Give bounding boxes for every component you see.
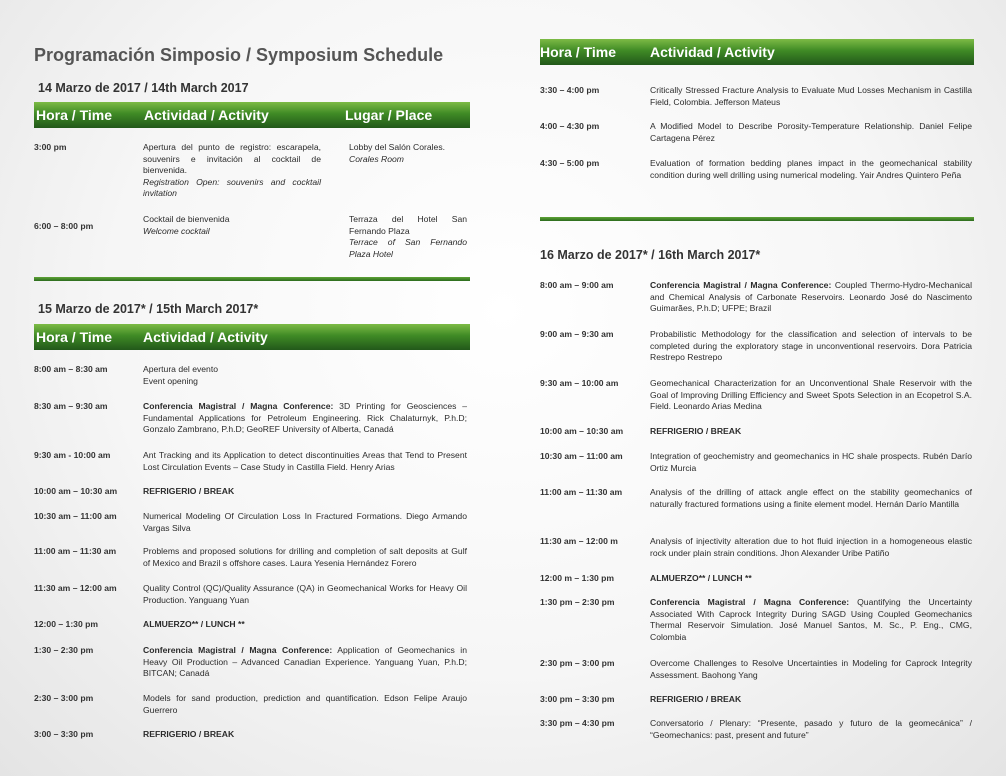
- row-activity: [143, 583, 467, 606]
- row-time: 10:00 am – 10:30 am: [34, 486, 118, 496]
- row-time: 4:30 – 5:00 pm: [540, 158, 600, 168]
- row-activity: [143, 729, 467, 741]
- row-time: 1:30 pm – 2:30 pm: [540, 597, 615, 607]
- header-time: Hora / Time: [36, 107, 112, 123]
- activity-text: Analysis of injectivity alteration due to hot fluid injection in a homogeneous elastic rock under plain strain conditions. Jhon Alexander Uribe Patiño: [650, 536, 972, 558]
- row-time: 9:00 am – 9:30 am: [540, 329, 614, 339]
- magna-label: Conferencia Magistral / Magna Conference:: [143, 401, 334, 411]
- row-activity: [143, 693, 467, 716]
- activity-text: Numerical Modeling Of Circulation Loss In Fractured Formations. Diego Armando Vargas Silva: [143, 511, 467, 533]
- row-activity: [143, 401, 467, 436]
- row-time: 10:30 am – 11:00 am: [540, 451, 623, 461]
- activity-es: Cocktail de bienvenida: [143, 214, 230, 224]
- day3-title: 16 Marzo de 2017* / 16th March 2017*: [540, 248, 761, 262]
- place-es: Lobby del Salón Corales.: [349, 142, 446, 152]
- page-title: Programación Simposio / Symposium Schedule: [34, 45, 444, 65]
- activity-text: Quantifying the Uncertainty Associated With Caprock Integrity During SAGD Using Coupled Geomechanics Thermal Reservoir Simulation. José Manuel Santos, M. Sc., P. Eng., CMG, Colombia: [650, 597, 972, 642]
- magna-label: Conferencia Magistral / Magna Conference:: [143, 645, 333, 655]
- day2-header-bar: [34, 324, 470, 350]
- row-activity: [650, 378, 972, 413]
- row-activity: [143, 511, 467, 534]
- activity-line: Event opening: [143, 375, 198, 386]
- row-activity: [650, 329, 972, 364]
- section-divider: [34, 277, 470, 281]
- row-activity: [650, 85, 972, 108]
- row-activity: [650, 694, 972, 706]
- row-activity: [650, 536, 972, 559]
- row-activity: [650, 573, 972, 585]
- activity-text: Conversatorio / Plenary: “Presente, pasado y futuro de la geomecánica” / “Geomechanics: past, present and future”: [650, 718, 972, 740]
- row-time: 3:00 pm – 3:30 pm: [540, 694, 615, 704]
- header-place: Lugar / Place: [345, 107, 433, 123]
- row-time: 9:30 am - 10:00 am: [34, 450, 111, 460]
- activity-text: Analysis of the drilling of attack angle effect on the stability geomechanics of naturally fractured formations using a finite element model. Hernán Darío Mantilla: [650, 487, 972, 509]
- row-activity: [143, 364, 467, 387]
- row-activity: [143, 546, 467, 569]
- row-activity: [143, 645, 467, 680]
- row-time: 2:30 pm – 3:00 pm: [540, 658, 615, 668]
- row-time: 3:00 – 3:30 pm: [34, 729, 94, 739]
- day2-title: 15 Marzo de 2017* / 15th March 2017*: [38, 302, 259, 316]
- row-time: 8:30 am – 9:30 am: [34, 401, 108, 411]
- header-time: Hora / Time: [540, 44, 616, 60]
- row-time: 3:30 – 4:00 pm: [540, 85, 600, 95]
- row-activity: [143, 142, 321, 200]
- header-activity: Actividad / Activity: [650, 44, 775, 60]
- break-label: REFRIGERIO / BREAK: [650, 694, 742, 704]
- header-activity: Actividad / Activity: [144, 107, 269, 123]
- row-activity: [650, 451, 972, 474]
- row-activity: [143, 619, 467, 631]
- row-time: 11:30 am – 12:00 am: [34, 583, 117, 593]
- header-time: Hora / Time: [36, 329, 112, 345]
- row-time: 10:30 am – 11:00 am: [34, 511, 117, 521]
- row-time: 10:00 am – 10:30 am: [540, 426, 624, 436]
- day1-header-bar: [34, 102, 470, 128]
- row-time: 3:30 pm – 4:30 pm: [540, 718, 615, 728]
- place-en: Terrace of San Fernando Plaza Hotel: [349, 237, 467, 259]
- row-place: [349, 142, 467, 165]
- row-time: 11:30 am – 12:00 m: [540, 536, 618, 546]
- activity-text: Coupled Thermo-Hydro-Mechanical and Chemical Analysis of Carbonate Reservoirs. Leonardo José do Nascimento Guimarães, P.h.D; UFPE; Brazil: [650, 280, 972, 313]
- activity-en: Welcome cocktail: [143, 225, 210, 236]
- row-time: 6:00 – 8:00 pm: [34, 221, 94, 231]
- row-activity: [650, 658, 972, 681]
- activity-text: Application of Geomechanics in Heavy Oil Production – Advanced Canadian Experience. Yanguang Yuan, P.h.D; BITCAN; Canadá: [143, 645, 467, 678]
- row-activity: [143, 214, 321, 237]
- row-time: 11:00 am – 11:30 am: [540, 487, 623, 497]
- activity-text: Overcome Challenges to Resolve Uncertainties in Modeling for Caprock Integrity Assessment. Baohong Yang: [650, 658, 972, 680]
- section-divider: [540, 217, 974, 221]
- break-label: REFRIGERIO / BREAK: [143, 486, 235, 496]
- row-time: 8:00 am – 8:30 am: [34, 364, 108, 374]
- place-es: Terraza del Hotel San Fernando Plaza: [349, 214, 467, 236]
- activity-text: Quality Control (QC)/Quality Assurance (QA) in Geomechanical Works for Heavy Oil Production. Yanguang Yuan: [143, 583, 467, 605]
- activity-en: Registration Open: souvenirs and cocktail invitation: [143, 176, 321, 198]
- activity-text: Critically Stressed Fracture Analysis to Evaluate Mud Losses Mechanism in Castilla Field, Colombia. Jefferson Mateus: [650, 85, 972, 107]
- row-time: 12:00 m – 1:30 pm: [540, 573, 615, 583]
- activity-es: Apertura del punto de registro: escarapela, souvenirs e invitación al cocktail de bienvenida.: [143, 142, 321, 175]
- activity-text: Integration of geochemistry and geomechanics in HC shale prospects. Rubén Darío Ortiz Murcia: [650, 451, 972, 473]
- row-time: 12:00 – 1:30 pm: [34, 619, 99, 629]
- break-label: REFRIGERIO / BREAK: [650, 426, 742, 436]
- row-time: 2:30 – 3:00 pm: [34, 693, 94, 703]
- activity-text: Probabilistic Methodology for the classification and selection of intervals to be completed during the exploratory stage in unconventional reservoirs. Dora Patricia Restrepo Restrepo: [650, 329, 972, 362]
- day1-title: 14 Marzo de 2017 / 14th March 2017: [38, 81, 249, 95]
- break-label: REFRIGERIO / BREAK: [143, 729, 235, 739]
- row-activity: [143, 486, 467, 498]
- lunch-label: ALMUERZO** / LUNCH **: [143, 619, 245, 629]
- activity-text: Models for sand production, prediction and quantification. Edson Felipe Araujo Guerrero: [143, 693, 467, 715]
- activity-text: Problems and proposed solutions for drilling and completion of salt deposits at Gulf of Mexico and Brazil s offshore cases. Laura Yesenia Hernández Forero: [143, 546, 467, 568]
- row-activity: [650, 121, 972, 144]
- row-time: 9:30 am – 10:00 am: [540, 378, 619, 388]
- row-time: 1:30 – 2:30 pm: [34, 645, 94, 655]
- magna-label: Conferencia Magistral / Magna Conference:: [650, 597, 850, 607]
- row-time: 4:00 – 4:30 pm: [540, 121, 600, 131]
- row-time: 11:00 am – 11:30 am: [34, 546, 117, 556]
- lunch-label: ALMUERZO** / LUNCH **: [650, 573, 752, 583]
- row-time: 8:00 am – 9:00 am: [540, 280, 614, 290]
- row-activity: [650, 487, 972, 510]
- row-activity: [650, 426, 972, 438]
- magna-label: Conferencia Magistral / Magna Conference:: [650, 280, 832, 290]
- activity-text: Geomechanical Characterization for an Unconventional Shale Reservoir with the Goal of Improving Drilling Efficiency and Sweet Spots Selection in an Ecopetrol S.A. Field. Leonardo Arias Medina: [650, 378, 972, 411]
- row-activity: [650, 280, 972, 315]
- activity-text: 3D Printing for Geosciences – Fundamental Applications for Petroleum Engineering. Rick Chalaturnyk, P.h.D; Gonzalo Zambrano, P.h.D; GeoREF University of Alberta, Canadá: [143, 401, 467, 434]
- row-time: 3:00 pm: [34, 142, 67, 152]
- activity-text: Ant Tracking and its Application to detect discontinuities Areas that Tend to Present Lost Circulation Events – Case Study in Castilla Field. Henry Arias: [143, 450, 467, 472]
- place-en: Corales Room: [349, 153, 404, 164]
- row-place: [349, 214, 467, 260]
- row-activity: [650, 718, 972, 741]
- row-activity: [650, 158, 972, 181]
- activity-line: Apertura del evento: [143, 364, 219, 374]
- day2-cont-header-bar: [540, 39, 974, 65]
- row-activity: [143, 450, 467, 473]
- header-activity: Actividad / Activity: [143, 329, 268, 345]
- activity-text: Evaluation of formation bedding planes impact in the geomechanical stability condition during well drilling using numerical modeling. Yair Andres Quintero Peña: [650, 158, 972, 180]
- activity-text: A Modified Model to Describe Porosity-Temperature Relationship. Daniel Felipe Cartagena Pérez: [650, 121, 972, 143]
- row-activity: [650, 597, 972, 643]
